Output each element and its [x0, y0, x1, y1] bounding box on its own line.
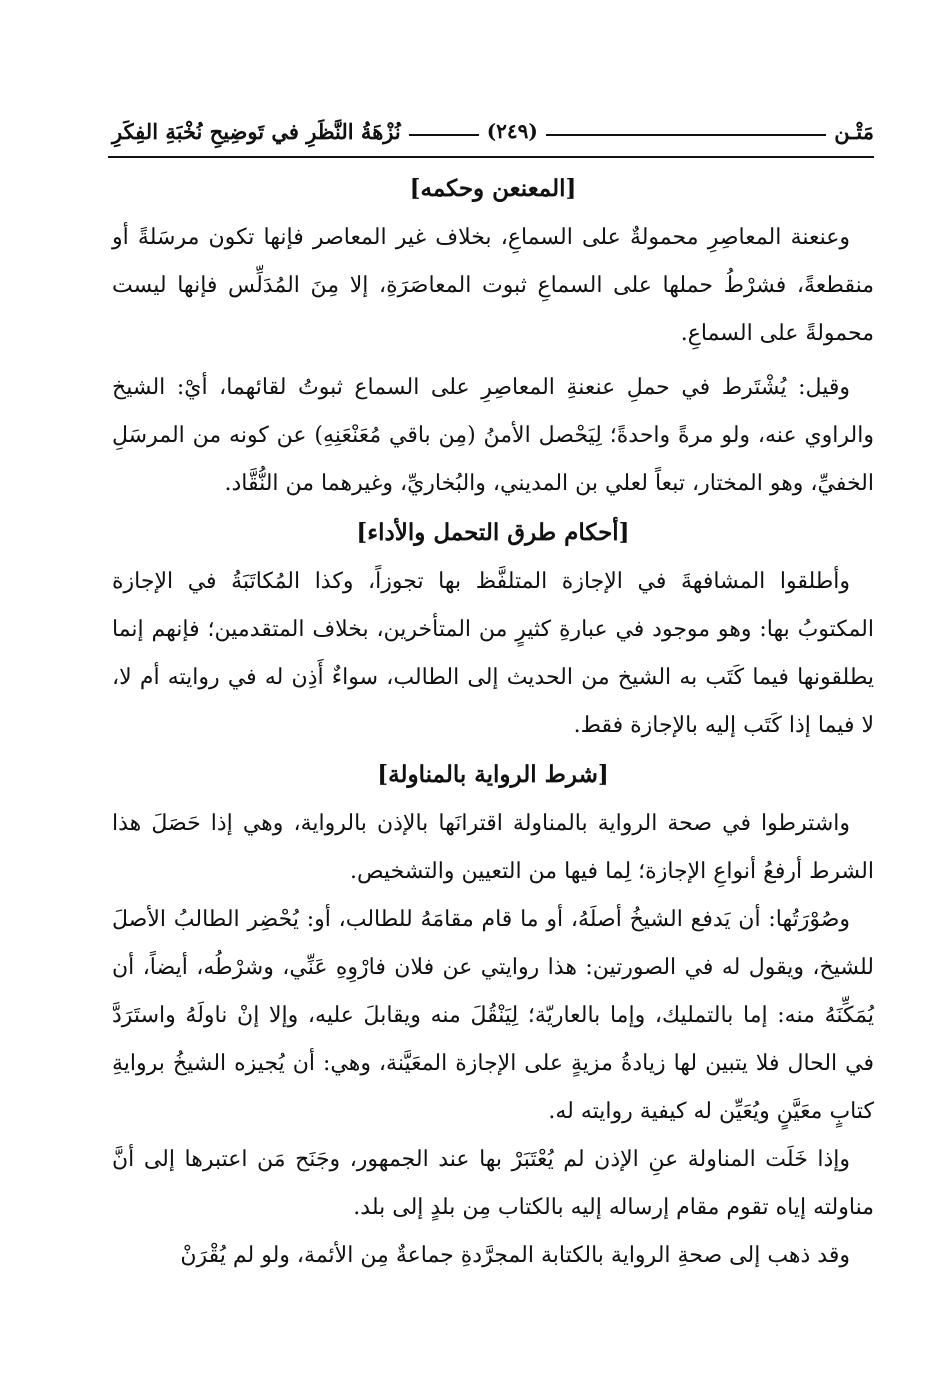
section-label: مَتْـن [834, 118, 874, 144]
section-munawala [112, 750, 874, 1280]
header-dash-rule [546, 134, 826, 136]
section-heading: [المعنعن وحكمه] [409, 175, 577, 202]
paragraph: وقد ذهب إلى صحةِ الرواية بالكتابة المجرَّدةِ جماعةٌ مِن الأئمة، ولو لم يُقْرَنْ [180, 1243, 850, 1268]
book-title: نُزْهَةُ النَّظَرِ في تَوضِيحِ نُخْبَةِ الفِكَرِ [112, 118, 401, 144]
header-dash-rule [409, 134, 479, 136]
paragraph: وأطلقوا المشافهةَ في الإجازة المتلفَّظ بها تجوزاً، وكذا المُكاتَبَةُ في الإجازة المكتوبُ بها: وهو موجود في عبارةِ كثيرٍ من المتأخرين، بخلاف المتقدمين؛ فإنهم إنما يطلقونها فيما كَتَب به الشيخ من الحديث إلى الطالب، سواءٌ أَذِن له في روايته أم لا، لا فيما إذا كَتَب إليه بالإجازة فقط. [112, 569, 875, 738]
paragraph: وقيل: يُشْتَرط في حملِ عنعنةِ المعاصِرِ على السماع ثبوتُ لقائهما، أيْ: الشيخ والراوي عنه، ولو مرةً واحدةً؛ لِيَحْصل الأمنُ (مِن باقي مُعَنْعَنِهِ) عن كونه من المرسَلِ الخفيِّ، وهو المختار، تبعاً لعلي بن المديني، والبُخاريِّ، وغيرهما من النُّقَّاد. [112, 375, 874, 496]
header-divider [108, 156, 874, 158]
section-muanan [112, 164, 874, 508]
section-heading: [شرط الرواية بالمناولة] [377, 761, 609, 788]
page-body [112, 164, 874, 1280]
paragraph: وعنعنة المعاصِرِ محمولةٌ على السماعِ، بخلاف غير المعاصر فإنها تكون مرسَلةً أو منقطعةً، فشرْطُ حملها على السماعِ ثبوت المعاصَرَةِ، إلا مِنَ المُدَلِّس فإنها ليست محمولةً على السماعِ. [112, 225, 874, 346]
page-number: (٢٤٩) [486, 119, 538, 143]
paragraph: وإذا خَلَت المناولة عنِ الإذن لم يُعْتَبَرْ بها عند الجمهور، وجَنَح مَن اعتبرها إلى أنَّ مناولته إياه تقوم مقام إرساله إليه بالكتاب مِن بلدٍ إلى بلد. [112, 1147, 874, 1220]
running-header [112, 108, 874, 154]
section-tahammul [112, 508, 874, 750]
section-heading: [أحكام طرق التحمل والأداء] [356, 519, 630, 546]
paragraph: وصُوْرَتُها: أن يَدفع الشيخُ أصلَهُ، أو ما قام مقامَهُ للطالب، أو: يُحْضِر الطالبُ الأصلَ للشيخ، ويقول له في الصورتين: هذا روايتي عن فلان فارْوِهِ عَنِّي، وشرْطُه، أيضاً، أن يُمَكِّنَهُ منه: إما بالتمليك، وإما بالعاريّة؛ لِيَنْقُلَ منه ويقابلَ عليه، وإلا إنْ ناولَهُ واستَرَدَّ في الحال فلا يتبين لها زيادةُ مزيةٍ على الإجازة المعَيَّنة، وهي: أن يُجيزه الشيخُ بروايةِ كتابٍ معَيَّنٍ ويُعَيِّن له كيفية روايته له. [112, 907, 874, 1124]
paragraph: واشترطوا في صحة الرواية بالمناولة اقترانَها بالإذن بالرواية، وهي إذا حَصَلَ هذا الشرط أرفعُ أنواعِ الإجازة؛ لِما فيها من التعيين والتشخيص. [112, 811, 874, 884]
